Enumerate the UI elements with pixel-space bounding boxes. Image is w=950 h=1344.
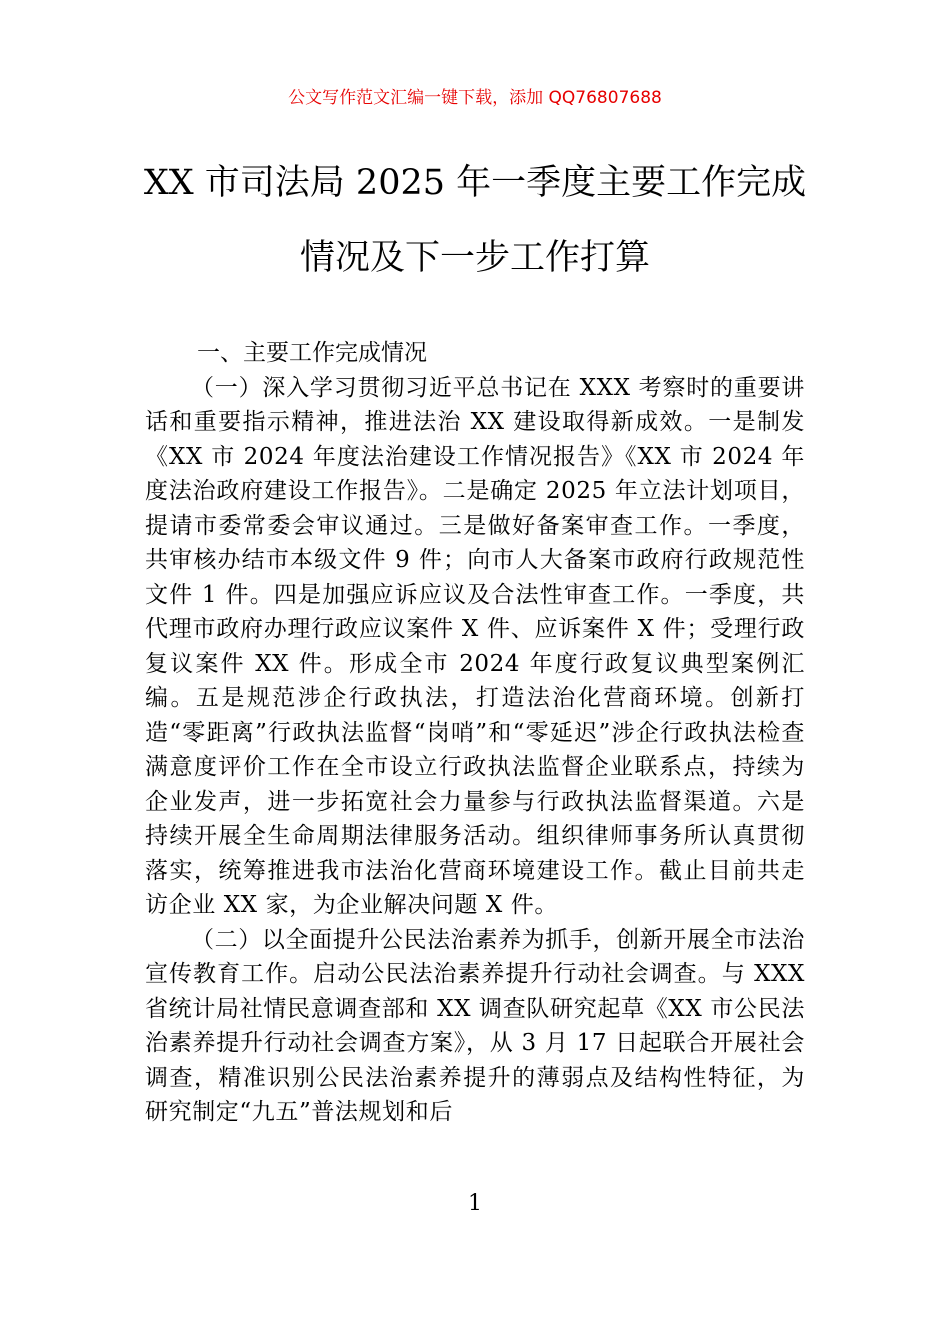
paragraph-2: （二）以全面提升公民法治素养为抓手，创新开展全市法治宣传教育工作。启动公民法治素养提升行动社会调查。与 XXX 省统计局社情民意调查部和 XX 调查队研究起草《XX 市公民法治素养提升行动社会调查方案》，从 3 月 17 日起联合开展社会调查，精准识别公民法治素养提升的薄弱点及结构性特征，为研究制定“九五”普法规划和后 — [145, 926, 805, 1125]
header-download-notice: 公文写作范文汇编一键下载，添加 QQ76807688 — [288, 88, 662, 108]
document-title — [60, 146, 890, 296]
section-heading: 一、主要工作完成情况 — [197, 340, 427, 366]
page-number: 1 — [468, 1191, 482, 1216]
document-title-line-1: XX 市司法局 2025 年一季度主要工作完成 — [143, 163, 807, 203]
paragraph-1: （一）深入学习贯彻习近平总书记在 XXX 考察时的重要讲话和重要指示精神，推进法治 XX 建设取得新成效。一是制发《XX 市 2024 年度法治建设工作情况报告》《XX 市 2024 年度法治政府建设工作报告》。二是确定 2025 年立法计划项目，提请市委常委会审议通过。三是做好备案审查工作。一季度，共审核办结市本级文件 9 件；向市人大备案市政府行政规范性文件 1 件。四是加强应诉应议及合法性审查工作。一季度，共代理市政府办理行政应议案件 X 件、应诉案件 X 件；受理行政复议案件 XX 件。形成全市 2024 年度行政复议典型案例汇编。五是规范涉企行政执法，打造法治化营商环境。创新打造“零距离”行政执法监督“岗哨”和“零延迟”涉企行政执法检查满意度评价工作在全市设立行政执法监督企业联系点，持续为企业发声，进一步拓宽社会力量参与行政执法监督渠道。六是持续开展全生命周期法律服务活动。组织律师事务所认真贯彻落实，统筹推进我市法治化营商环境建设工作。截止目前共走访企业 XX 家，为企业解决问题 X 件。 — [145, 374, 805, 918]
document-title-line-2: 情况及下一步工作打算 — [299, 238, 650, 278]
document-body — [145, 336, 805, 1130]
